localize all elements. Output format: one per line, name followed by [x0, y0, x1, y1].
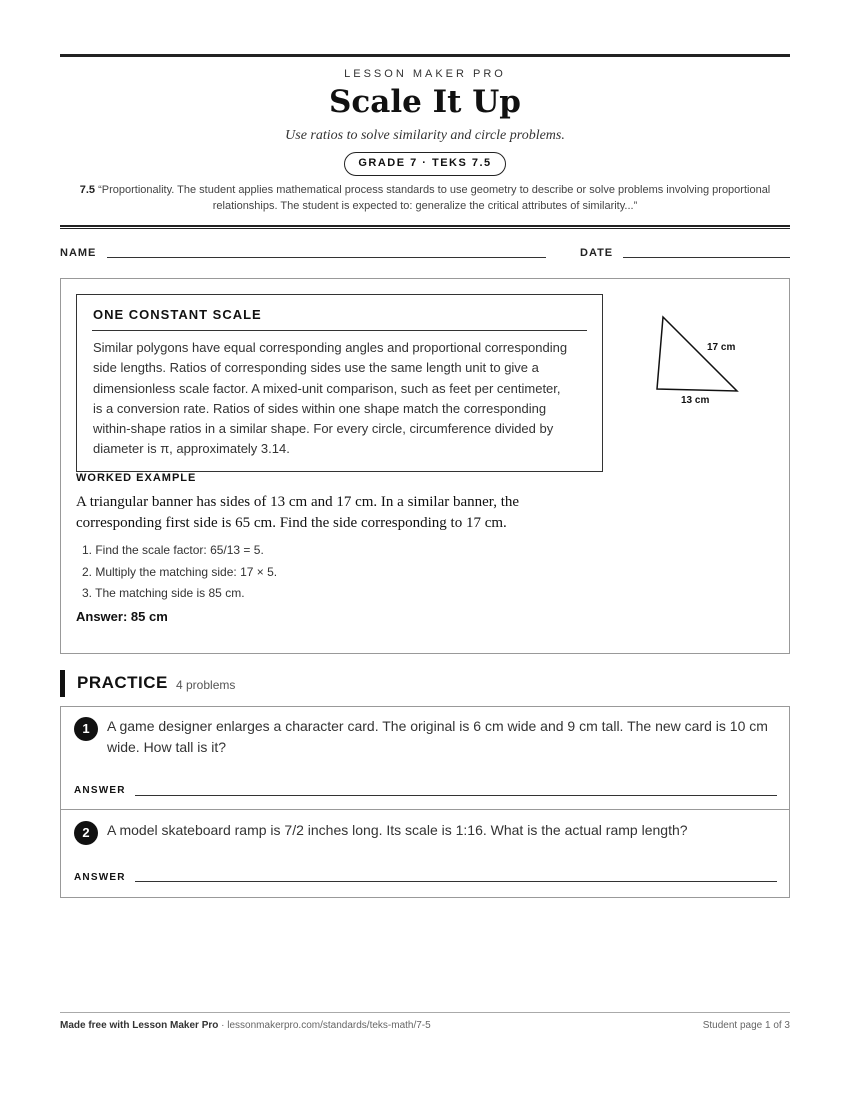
- worksheet-page: [60, 0, 790, 1100]
- standard-text: “Proportionality. The student applies mathematical process standards to use geometry to describe or solve problems involving proportional relationships. The student is expected to: generalize the critical attributes of similarity...”: [98, 184, 771, 212]
- problem-text: A model skateboard ramp is 7/2 inches long. Its scale is 1:16. What is the actual ramp length?: [107, 822, 688, 838]
- problem-number-badge: 2: [74, 821, 98, 845]
- answer-field[interactable]: [135, 881, 777, 882]
- step-item: 1. Find the scale factor: 65/13 = 5.: [82, 543, 264, 557]
- side-b-label: 13 cm: [681, 395, 710, 406]
- header-top-rule: [60, 54, 790, 57]
- triangle-shape: [657, 317, 737, 391]
- standard-description: [68, 182, 782, 214]
- worked-example-heading: WORKED EXAMPLE: [76, 472, 197, 484]
- answer-label: ANSWER: [74, 872, 126, 883]
- worked-example-problem: A triangular banner has sides of 13 cm and 17 cm. In a similar banner, the corresponding first side is 65 cm. Find the side corresponding to 17 cm.: [76, 494, 520, 531]
- header-bottom-rule: [60, 225, 790, 229]
- footer-divider: [60, 1012, 790, 1013]
- concept-box: [76, 294, 603, 472]
- concept-divider: [92, 330, 587, 331]
- answer-field[interactable]: [135, 795, 777, 796]
- date-field[interactable]: [623, 257, 790, 258]
- concept-heading: ONE CONSTANT SCALE: [93, 307, 262, 322]
- date-label: DATE: [580, 247, 614, 259]
- triangle-figure: [649, 309, 759, 409]
- answer-label: ANSWER: [74, 785, 126, 796]
- footer-page-number: Student page 1 of 3: [702, 1020, 790, 1031]
- name-label: NAME: [60, 247, 97, 259]
- footer-url[interactable]: · lessonmakerpro.com/standards/teks-math/7-5: [218, 1020, 431, 1031]
- practice-problem-1: [60, 706, 790, 810]
- worked-example-answer: Answer: 85 cm: [76, 609, 168, 624]
- page-subtitle: Use ratios to solve similarity and circle problems.: [285, 128, 565, 143]
- name-field[interactable]: [107, 257, 546, 258]
- practice-count: 4 problems: [176, 678, 236, 692]
- lesson-panel: [60, 278, 790, 654]
- footer-made-with: Made free with Lesson Maker Pro: [60, 1020, 219, 1031]
- step-item: 3. The matching side is 85 cm.: [82, 586, 245, 600]
- problem-text: A game designer enlarges a character card. The original is 6 cm wide and 9 cm tall. The new card is 10 cm wide. How tall is it?: [107, 718, 768, 755]
- standard-code: 7.5: [79, 184, 96, 196]
- practice-heading: PRACTICE: [77, 673, 168, 692]
- grade-badge: GRADE 7 · TEKS 7.5: [344, 152, 506, 176]
- problem-number-badge: 1: [74, 717, 98, 741]
- page-title: Scale It Up: [329, 84, 521, 120]
- brand-name: LESSON MAKER PRO: [344, 68, 506, 80]
- practice-problem-2: [60, 810, 790, 898]
- concept-text: Similar polygons have equal corresponding angles and proportional corresponding side lengths. Ratios of corresponding sides use the same length unit to give a dimensionless scale factor. A mixed-unit comparison, such as feet per centimeter, is a conversion rate. Ratios of sides within one shape match the corresponding within-shape ratios in a similar shape. For every circle, circumference divided by diameter is π, approximately 3.14.: [93, 340, 568, 457]
- step-item: 2. Multiply the matching side: 17 × 5.: [82, 564, 278, 579]
- practice-accent-bar: [60, 670, 65, 697]
- footer-credit: [60, 1020, 431, 1031]
- worked-example-steps: [76, 540, 277, 605]
- side-a-label: 17 cm: [707, 342, 736, 353]
